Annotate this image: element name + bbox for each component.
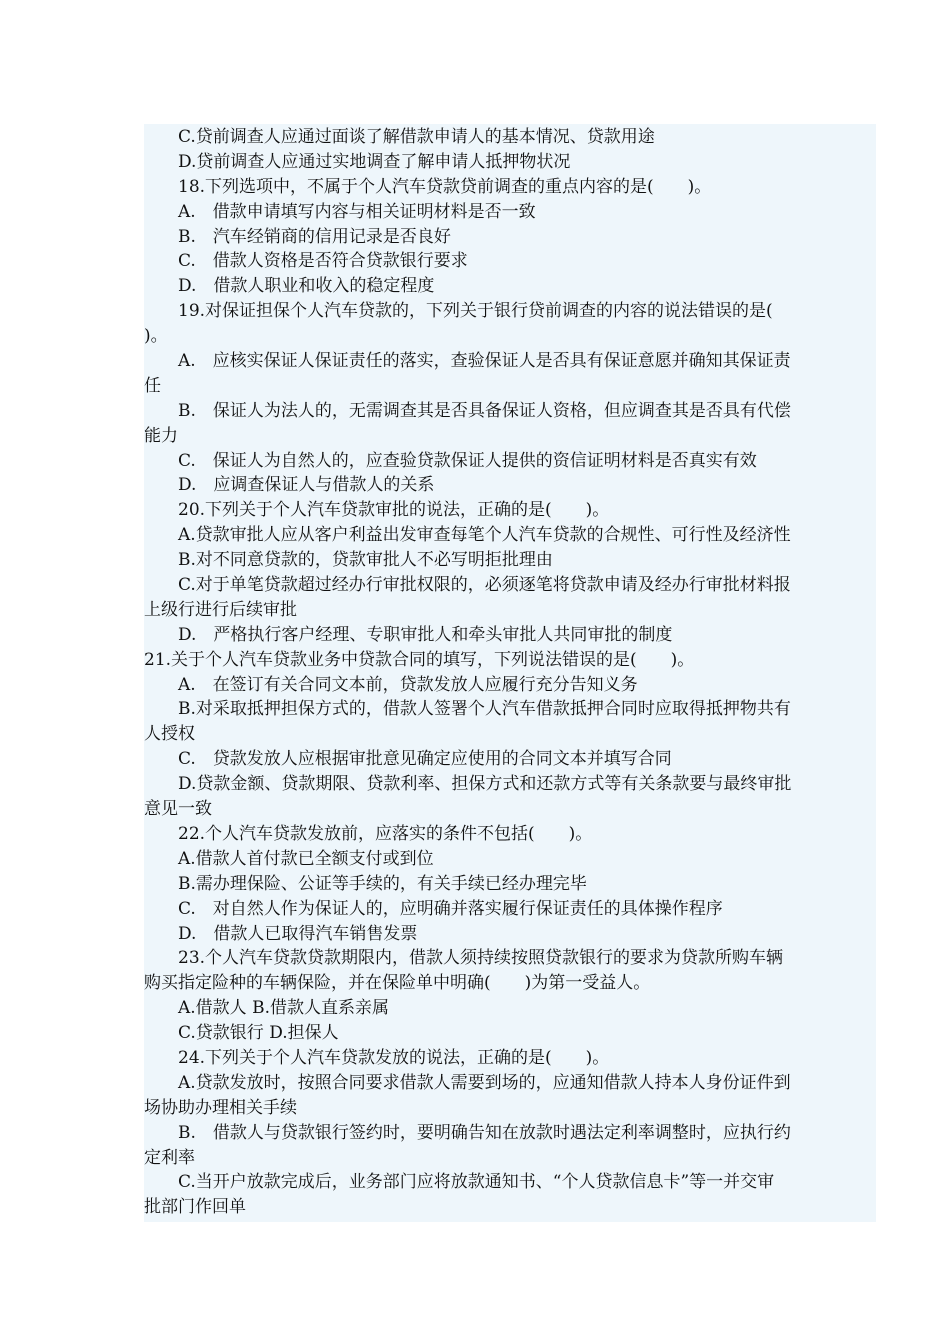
text-line: B.需办理保险、公证等手续的，有关手续已经办理完毕 (178, 873, 587, 894)
text-line: 20.下列关于个人汽车贷款审批的说法，正确的是( )。 (178, 500, 610, 521)
text-line: A. 在签订有关合同文本前，贷款发放人应履行充分告知义务 (178, 674, 638, 695)
text-line: A.贷款发放时，按照合同要求借款人需要到场的，应通知借款人持本人身份证件到 (178, 1072, 791, 1093)
text-line: A.借款人首付款已全额支付或到位 (178, 848, 434, 869)
text-line: B. 保证人为法人的，无需调查其是否具备保证人资格，但应调查其是否具有代偿 (178, 400, 791, 421)
text-line: 18.下列选项中，不属于个人汽车贷款贷前调查的重点内容的是( )。 (178, 176, 712, 197)
text-line: C.贷款银行 D.担保人 (178, 1023, 339, 1044)
text-line: A. 应核实保证人保证责任的落实，查验保证人是否具有保证意愿并确知其保证责 (178, 351, 791, 372)
text-line: B. 借款人与贷款银行签约时，要明确告知在放款时遇法定利率调整时，应执行约 (178, 1122, 791, 1143)
text-line: B. 汽车经销商的信用记录是否良好 (178, 226, 451, 247)
text-line: B.对采取抵押担保方式的，借款人签署个人汽车借款抵押合同时应取得抵押物共有 (178, 699, 791, 720)
text-line: C.贷前调查人应通过面谈了解借款申请人的基本情况、贷款用途 (178, 127, 655, 147)
text-line: D. 应调查保证人与借款人的关系 (178, 475, 435, 496)
text-line: 定利率 (144, 1147, 195, 1168)
text-line: 24.下列关于个人汽车贷款发放的说法，正确的是( )。 (178, 1047, 610, 1068)
text-line: 能力 (144, 425, 178, 446)
text-line: 场协助办理相关手续 (144, 1097, 297, 1118)
text-line: 人授权 (144, 724, 195, 745)
text-line: C.对于单笔贷款超过经办行审批权限的，必须逐笔将贷款申请及经办行审批材料报 (178, 575, 791, 596)
document-page (144, 124, 876, 1222)
text-line: 21.关于个人汽车贷款业务中贷款合同的填写，下列说法错误的是( )。 (144, 649, 695, 670)
text-line: B.对不同意贷款的，贷款审批人不必写明拒批理由 (178, 550, 553, 571)
text-line: D. 严格执行客户经理、专职审批人和牵头审批人共同审批的制度 (178, 624, 673, 645)
text-line: 批部门作回单 (144, 1197, 246, 1218)
text-line: 上级行进行后续审批 (144, 599, 297, 620)
text-line: A.贷款审批人应从客户利益出发审查每笔个人汽车贷款的合规性、可行性及经济性 (178, 525, 791, 546)
text-line: 购买指定险种的车辆保险，并在保险单中明确( )为第一受益人。 (144, 973, 651, 994)
text-line: 任 (144, 375, 161, 396)
text-line: C. 贷款发放人应根据审批意见确定应使用的合同文本并填写合同 (178, 749, 672, 770)
text-line: 22.个人汽车贷款发放前，应落实的条件不包括( )。 (178, 823, 593, 844)
text-line: C. 保证人为自然人的，应查验贷款保证人提供的资信证明材料是否真实有效 (178, 450, 757, 471)
text-line: C. 借款人资格是否符合贷款银行要求 (178, 251, 468, 272)
text-line: A.借款人 B.借款人直系亲属 (178, 998, 389, 1019)
text-line: 19.对保证担保个人汽车贷款的，下列关于银行贷前调查的内容的说法错误的是( (178, 301, 773, 322)
text-line: D.贷前调查人应通过实地调查了解申请人抵押物状况 (178, 151, 571, 172)
text-line: D.贷款金额、贷款期限、贷款利率、担保方式和还款方式等有关条款要与最终审批 (178, 774, 792, 795)
text-line: 23.个人汽车贷款贷款期限内，借款人须持续按照贷款银行的要求为贷款所购车辆 (178, 948, 784, 969)
text-line: C.当开户放款完成后，业务部门应将放款通知书、“个人贷款信息卡”等一并交审 (178, 1172, 775, 1193)
text-line: D. 借款人已取得汽车销售发票 (178, 923, 418, 944)
text-line: A. 借款申请填写内容与相关证明材料是否一致 (178, 201, 536, 222)
text-line: D. 借款人职业和收入的稳定程度 (178, 276, 435, 297)
text-line: )。 (144, 326, 168, 347)
text-line: C. 对自然人作为保证人的，应明确并落实履行保证责任的具体操作程序 (178, 898, 723, 919)
text-line: 意见一致 (144, 799, 212, 820)
